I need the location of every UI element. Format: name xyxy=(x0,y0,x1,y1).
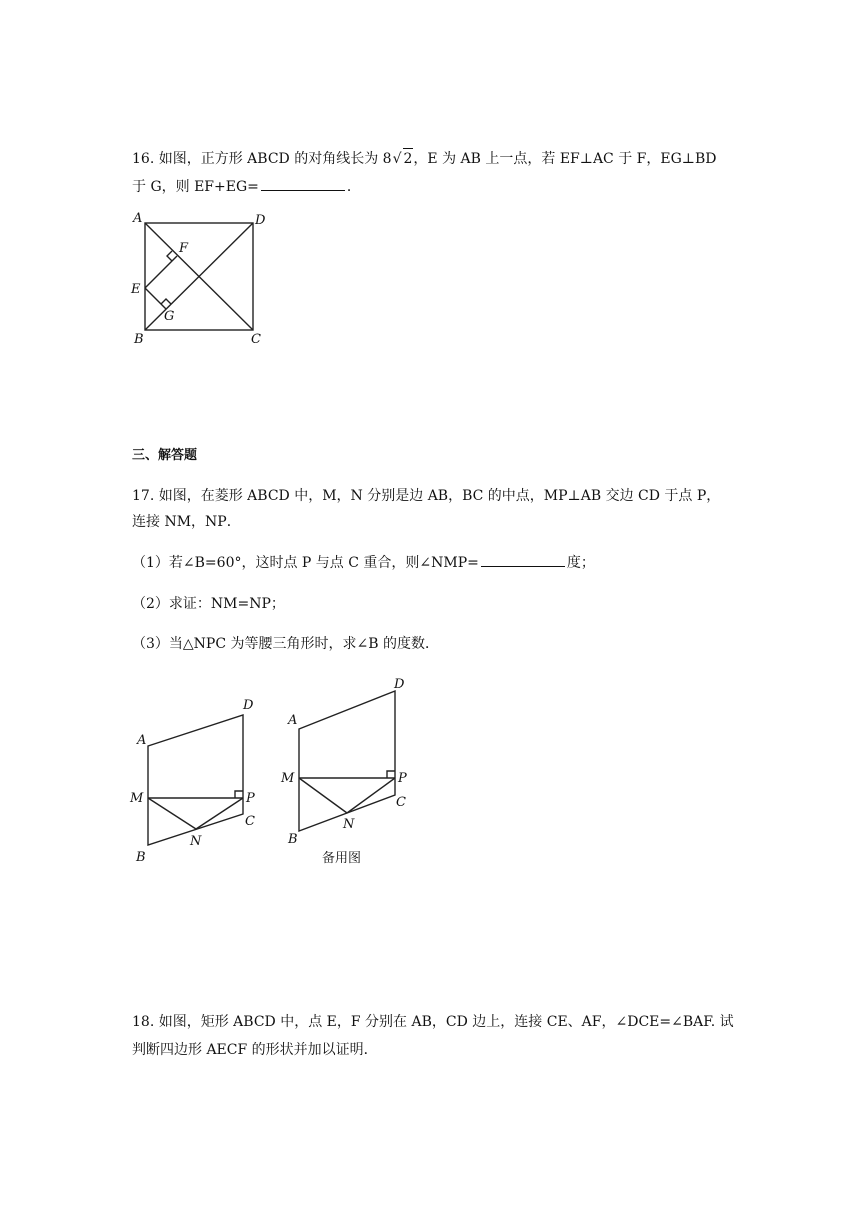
label-n: N xyxy=(190,834,202,849)
q16-text-a: 16. 如图，正方形 ABCD 的对角线长为 8 xyxy=(132,151,392,167)
rhombus-abcd xyxy=(148,715,243,845)
rhombus-abcd-spare xyxy=(299,691,395,831)
right-angle-f xyxy=(167,251,172,261)
label-d: D xyxy=(255,213,266,228)
label-b: B xyxy=(136,850,146,865)
q16-figure-labels xyxy=(130,211,266,347)
label-c: C xyxy=(251,332,261,347)
label-p: P xyxy=(246,791,255,806)
label-b: B xyxy=(288,832,298,847)
q16-text-c: 于 G，则 EF+EG= xyxy=(132,179,259,195)
right-angle-p xyxy=(235,791,243,798)
label-b: B xyxy=(134,332,144,347)
sqrt-radicand: 2 xyxy=(403,148,414,169)
q17-figure-main xyxy=(148,715,243,845)
q17-line-2: 连接 NM，NP． xyxy=(132,514,241,530)
q17-line-1: 17. 如图，在菱形 ABCD 中，M，N 分别是边 AB，BC 的中点，MP⊥AB 交边 CD 于点 P， xyxy=(132,488,721,504)
q17-part1-unit: 度； xyxy=(566,555,595,571)
q16-text-d: ． xyxy=(346,179,361,195)
segment-eg xyxy=(145,288,166,309)
segment-np-spare xyxy=(347,778,395,813)
q16-text-b: ，E 为 AB 上一点，若 EF⊥AC 于 F，EG⊥BD xyxy=(413,151,717,167)
label-m: M xyxy=(281,771,295,786)
segment-np xyxy=(196,798,243,829)
right-angle-g xyxy=(161,299,171,304)
q18-line-2: 判断四边形 AECF 的形状并加以证明． xyxy=(132,1042,378,1058)
section-heading: 三、解答题 xyxy=(132,448,198,463)
label-a: A xyxy=(137,733,147,748)
label-d: D xyxy=(394,677,405,692)
right-angle-p-spare xyxy=(387,771,395,778)
q17-part-2: （2）求证：NM=NP； xyxy=(132,596,285,612)
q17-part-3: （3）当△NPC 为等腰三角形时，求∠B 的度数． xyxy=(132,636,439,652)
label-p: P xyxy=(398,771,407,786)
label-n: N xyxy=(343,817,355,832)
label-f: F xyxy=(179,241,189,256)
segment-mn xyxy=(148,798,196,829)
sqrt-symbol: √ 2 xyxy=(392,148,414,169)
label-c: C xyxy=(245,814,255,829)
segment-mn-spare xyxy=(299,778,347,813)
label-a: A xyxy=(133,211,143,226)
q17-part1-text: （1）若∠B=60°，这时点 P 与点 C 重合，则∠NMP= xyxy=(132,555,479,571)
q16-figure xyxy=(145,223,253,330)
q18-line-1: 18. 如图，矩形 ABCD 中，点 E，F 分别在 AB，CD 边上，连接 CE、AF，∠DCE=∠BAF. 试 xyxy=(132,1014,734,1030)
label-m: M xyxy=(130,791,144,806)
label-a: A xyxy=(288,713,298,728)
label-c: C xyxy=(396,795,406,810)
label-e: E xyxy=(131,282,141,297)
label-g: G xyxy=(164,309,175,324)
q17-figure-spare xyxy=(299,691,395,831)
spare-figure-caption: 备用图 xyxy=(322,851,362,866)
label-d: D xyxy=(243,698,254,713)
